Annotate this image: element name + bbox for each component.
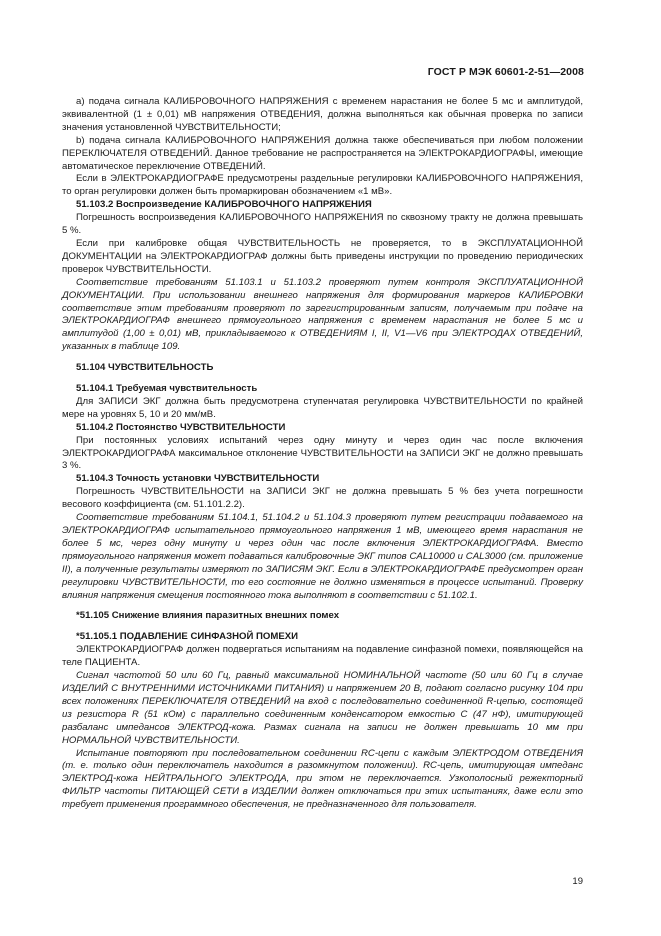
section-heading-51-105: *51.105 Снижение влияния паразитных внешних помех xyxy=(76,610,340,622)
paragraph-common-mode-test: ЭЛЕКТРОКАРДИОГРАФ должен подвергаться испытаниям на подавление синфазной помехи, появляющейся на теле ПАЦИЕНТА. xyxy=(62,644,583,669)
page-number: 19 xyxy=(572,876,583,887)
section-heading-51-103-2: 51.103.2 Воспроизведение КАЛИБРОВОЧНОГО НАПРЯЖЕНИЯ xyxy=(76,199,372,211)
paragraph-calibration-error: Погрешность воспроизведения КАЛИБРОВОЧНОГО НАПРЯЖЕНИЯ по сквозному тракту не должна превышать 5 %. xyxy=(62,212,583,237)
document-body xyxy=(62,96,583,812)
section-heading-51-104-3: 51.104.3 Точность установки ЧУВСТВИТЕЛЬНОСТИ xyxy=(76,473,320,485)
compliance-note-51-104: Соответствие требованиям 51.104.1, 51.104.2 и 51.104.3 проверяют путем регистрации подаваемого на ЭЛЕКТРОКАРДИОГРАФ испытательного прямоугольного напряжения 1 мВ, имеющего время нарастания не более 5 мс, через одну минуту и через один час после включения ЭЛЕКТРОКАРДИОГРАФА. Вместо прямоугольного напряжения может подаваться калибровочные ЭКГ типов CAL10000 и CAL3000 (см. приложение II), а полученные результаты измеряют по ЗАПИСЯМ ЭКГ. Если в ЭЛЕКТРОКАРДИОГРАФЕ предусмотрен орган регулировки ЧУВСТВИТЕЛЬНОСТИ, то его состояние не должно изменяться в процессе испытаний. Проверку влияния напряжения смещения постоянного тока выполняют в соответствии с 51.102.1. xyxy=(62,512,583,601)
paragraph-required-sensitivity: Для ЗАПИСИ ЭКГ должна быть предусмотрена ступенчатая регулировка ЧУВСТВИТЕЛЬНОСТИ по крайней мере на уровнях 5, 10 и 20 мм/мВ. xyxy=(62,395,583,420)
test-procedure-repeat: Испытание повторяют при последовательном соединении RC-цепи с каждым ЭЛЕКТРОДОМ ОТВЕДЕНИЯ (т. е. только один переключатель находится в разомкнутом положении). RC-цепь, имитирующая импеданс ЭЛЕКТРОД-кожа НЕЙТРАЛЬНОГО ЭЛЕКТРОДА, при этом не переключается. Узкополосный режекторный ФИЛЬТР частоты ПИТАЮЩЕЙ СЕТИ в ИЗДЕЛИИ должен отключаться при этих испытаниях, даже если это требует применения программного обеспечения, не предназначенного для пользователя. xyxy=(62,747,583,811)
test-procedure-signal: Сигнал частотой 50 или 60 Гц, равный максимальной НОМИНАЛЬНОЙ частоте (50 или 60 Гц в случае ИЗДЕЛИЙ С ВНУТРЕННИМИ ИСТОЧНИКАМИ ПИТАНИЯ) и напряжением 20 В, подают согласно рисунку 104 при всех положениях ПЕРЕКЛЮЧАТЕЛЯ ОТВЕДЕНИЙ на вход с последовательно соединенной R-цепью, состоящей из резистора R (51 кОм) с параллельно соединенным конденсатором емкостью C (47 нФ), имитирующей разбаланс импедансов ЭЛЕКТРОД-кожа. Размах сигнала на записи не должен превышать 10 мм при НОРМАЛЬНОЙ ЧУВСТВИТЕЛЬНОСТИ. xyxy=(62,670,583,746)
paragraph-sensitivity-accuracy: Погрешность ЧУВСТВИТЕЛЬНОСТИ на ЗАПИСИ ЭКГ не должна превышать 5 % без учета погрешности весового коэффициента (см. 51.101.2.2). xyxy=(62,486,583,511)
paragraph-separate-adjustment: Если в ЭЛЕКТРОКАРДИОГРАФЕ предусмотрены раздельные регулировки КАЛИБРОВОЧНОГО НАПРЯЖЕНИЯ, то орган регулировки должен быть промаркирован обозначением «1 мВ». xyxy=(62,173,583,198)
standard-identifier: ГОСТ Р МЭК 60601-2-51—2008 xyxy=(427,66,584,78)
paragraph-sensitivity-stability: При постоянных условиях испытаний через одну минуту и через один час после включения ЭЛЕКТРОКАРДИОГРАФА максимальное отклонение ЧУВСТВИТЕЛЬНОСТИ на ЗАПИСИ ЭКГ не должно превышать 3 %. xyxy=(62,434,583,472)
section-heading-51-104: 51.104 ЧУВСТВИТЕЛЬНОСТЬ xyxy=(76,362,214,374)
section-heading-51-105-1: *51.105.1 ПОДАВЛЕНИЕ СИНФАЗНОЙ ПОМЕХИ xyxy=(76,631,299,643)
paragraph-item-a: a) подача сигнала КАЛИБРОВОЧНОГО НАПРЯЖЕНИЯ с временем нарастания не более 5 мс и амплитудой, эквивалентной (1 ± 0,01) мВ напряжения ОТВЕДЕНИЯ, должна выполняться как обычная проверка по записи значения установленной ЧУВСТВИТЕЛЬНОСТИ; xyxy=(62,96,583,133)
paragraph-item-b: b) подача сигнала КАЛИБРОВОЧНОГО НАПРЯЖЕНИЯ должна также обеспечиваться при любом положении ПЕРЕКЛЮЧАТЕЛЯ ОТВЕДЕНИЙ. Данное требование не распространяется на ЭЛЕКТРОКАРДИОГРАФЫ, имеющие автоматическое переключение ОТВЕДЕНИЙ. xyxy=(62,134,583,172)
section-heading-51-104-2: 51.104.2 Постоянство ЧУВСТВИТЕЛЬНОСТИ xyxy=(76,421,286,433)
paragraph-calibration-docs: Если при калибровке общая ЧУВСТВИТЕЛЬНОСТЬ не проверяется, то в ЭКСПЛУАТАЦИОННОЙ ДОКУМЕНТАЦИИ на ЭЛЕКТРОКАРДИОГРАФ должны быть приведены инструкции по проведению периодических проверок ЧУВСТВИТЕЛЬНОСТИ. xyxy=(62,237,583,275)
section-heading-51-104-1: 51.104.1 Требуемая чувствительность xyxy=(76,383,258,395)
compliance-note-51-103: Соответствие требованиям 51.103.1 и 51.103.2 проверяют путем контроля ЭКСПЛУАТАЦИОННОЙ ДОКУМЕНТАЦИИ. При использовании внешнего напряжения для формирования маркеров КАЛИБРОВКИ соответствие этим требованиям проверяют по зарегистрированным записям, получаемым при подаче на ЭЛЕКТРОКАРДИОГРАФ внешнего прямоугольного напряжения с временем нарастания не более 5 мс и амплитудой (1,00 ± 0,01) мВ, прикладываемого к ОТВЕДЕНИЯМ I, II, V1—V6 при ЭЛЕКТРОДАХ ОТВЕДЕНИЙ, указанных в таблице 109. xyxy=(62,276,583,353)
